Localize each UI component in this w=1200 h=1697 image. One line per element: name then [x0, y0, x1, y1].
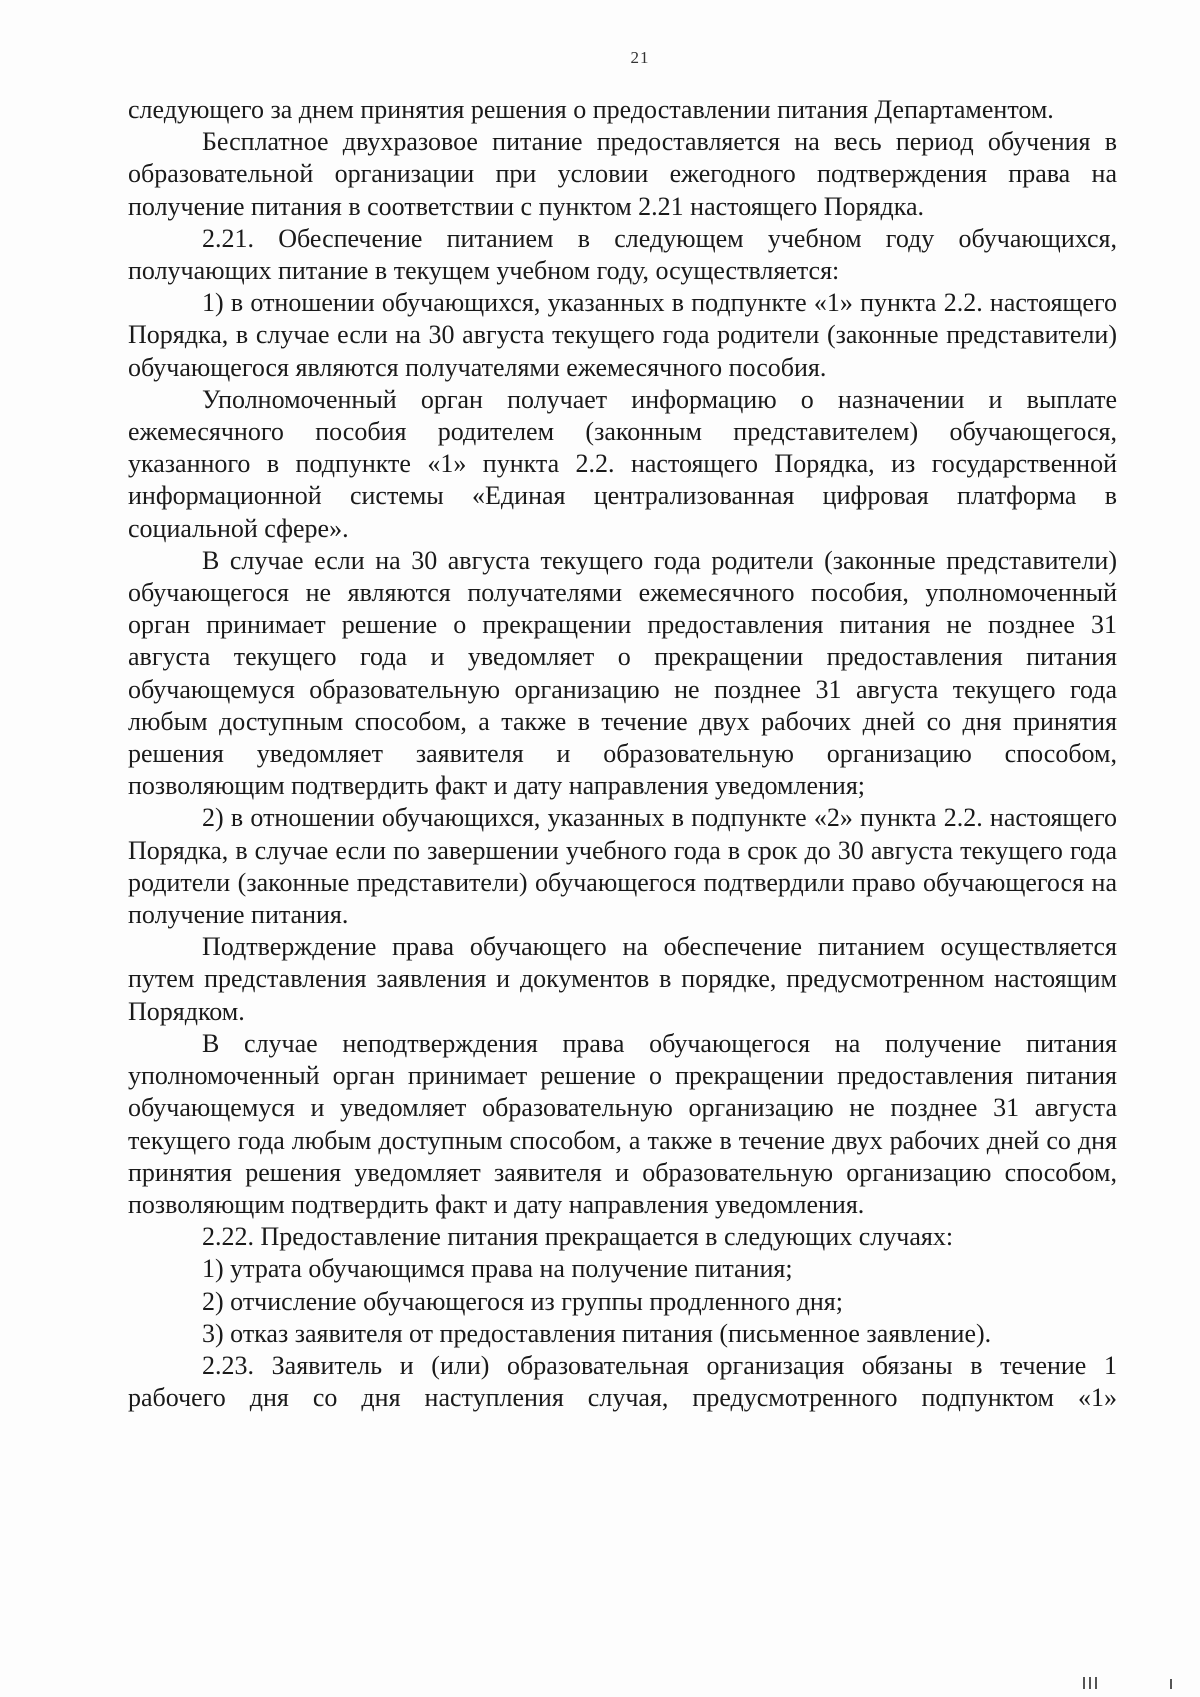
paragraph-2-22-item-2: 2) отчисление обучающегося из группы продленного дня; — [202, 1286, 843, 1316]
scan-artifact-mark — [1095, 1677, 1097, 1689]
paragraph-2-21-item-1: 1) в отношении обучающихся, указанных в подпункте «1» пункта 2.2. настоящего Порядка, в случае если на 30 августа текущего года родители (законные представители) обучающегося являются получателями ежемесячного пособия. — [128, 288, 1117, 382]
paragraph-2-22-item-1: 1) утрата обучающимся права на получение питания; — [202, 1254, 793, 1284]
paragraph-termination-case: В случае если на 30 августа текущего года родители (законные представители) обучающегося не являются получателями ежемесячного пособия, уполномоченный орган принимает решение о прекращении предоставления питания не позднее 31 августа текущего года и уведомляет о прекращении предоставления питания обучающемуся образовательную организацию не позднее 31 августа текущего года любым доступным способом, а также в течение двух рабочих дней со дня принятия решения уведомляет заявителя и образовательную организацию способом, позволяющим подтвердить факт и дату направления уведомления; — [128, 545, 1117, 801]
paragraph-confirmation: Подтверждение права обучающего на обеспечение питанием осуществляется путем представления заявления и документов в порядке, предусмотренном настоящим Порядком. — [128, 932, 1117, 1026]
paragraph-free-meals: Бесплатное двухразовое питание предоставляется на весь период обучения в образовательной организации при условии ежегодного подтверждения права на получение питания в соответствии с пунктом 2.21 настоящего Порядка. — [128, 127, 1117, 221]
scan-artifact-mark — [1083, 1677, 1085, 1689]
scan-artifact-mark — [1089, 1677, 1091, 1689]
paragraph-2-23: 2.23. Заявитель и (или) образовательная организация обязаны в течение 1 рабочего дня со дня наступления случая, предусмотренного подпунктом «1» — [128, 1350, 1117, 1413]
page-number: 21 — [630, 48, 650, 67]
paragraph-2-22: 2.22. Предоставление питания прекращается в следующих случаях: — [202, 1222, 954, 1252]
paragraph-2-21: 2.21. Обеспечение питанием в следующем учебном году обучающихся, получающих питание в текущем учебном году, осуществляется: — [128, 223, 1117, 286]
paragraph-non-confirmation: В случае неподтверждения права обучающегося на получение питания уполномоченный орган принимает решение о прекращении предоставления питания обучающемуся и уведомляет образовательную организацию не позднее 31 августа текущего года любым доступным способом, а также в течение двух рабочих дней со дня принятия решения уведомляет заявителя и образовательную организацию способом, позволяющим подтвердить факт и дату направления уведомления. — [128, 1028, 1117, 1219]
paragraph-continuation: следующего за днем принятия решения о предоставлении питания Департаментом. — [128, 95, 1054, 124]
paragraph-2-21-item-2: 2) в отношении обучающихся, указанных в подпункте «2» пункта 2.2. настоящего Порядка, в случае если по завершении учебного года в срок до 30 августа текущего года родители (законные представители) обучающегося подтвердили право обучающегося на получение питания. — [128, 803, 1117, 930]
scan-artifact-mark — [1170, 1679, 1172, 1689]
paragraph-2-22-item-3: 3) отказ заявителя от предоставления питания (письменное заявление). — [202, 1318, 992, 1348]
document-body — [128, 94, 1117, 1414]
paragraph-authority-info: Уполномоченный орган получает информацию о назначении и выплате ежемесячного пособия родителем (законным представителем) обучающегося, указанного в подпункте «1» пункта 2.2. настоящего Порядка, из государственной информационной системы «Единая централизованная цифровая платформа в социальной сфере». — [128, 384, 1117, 543]
